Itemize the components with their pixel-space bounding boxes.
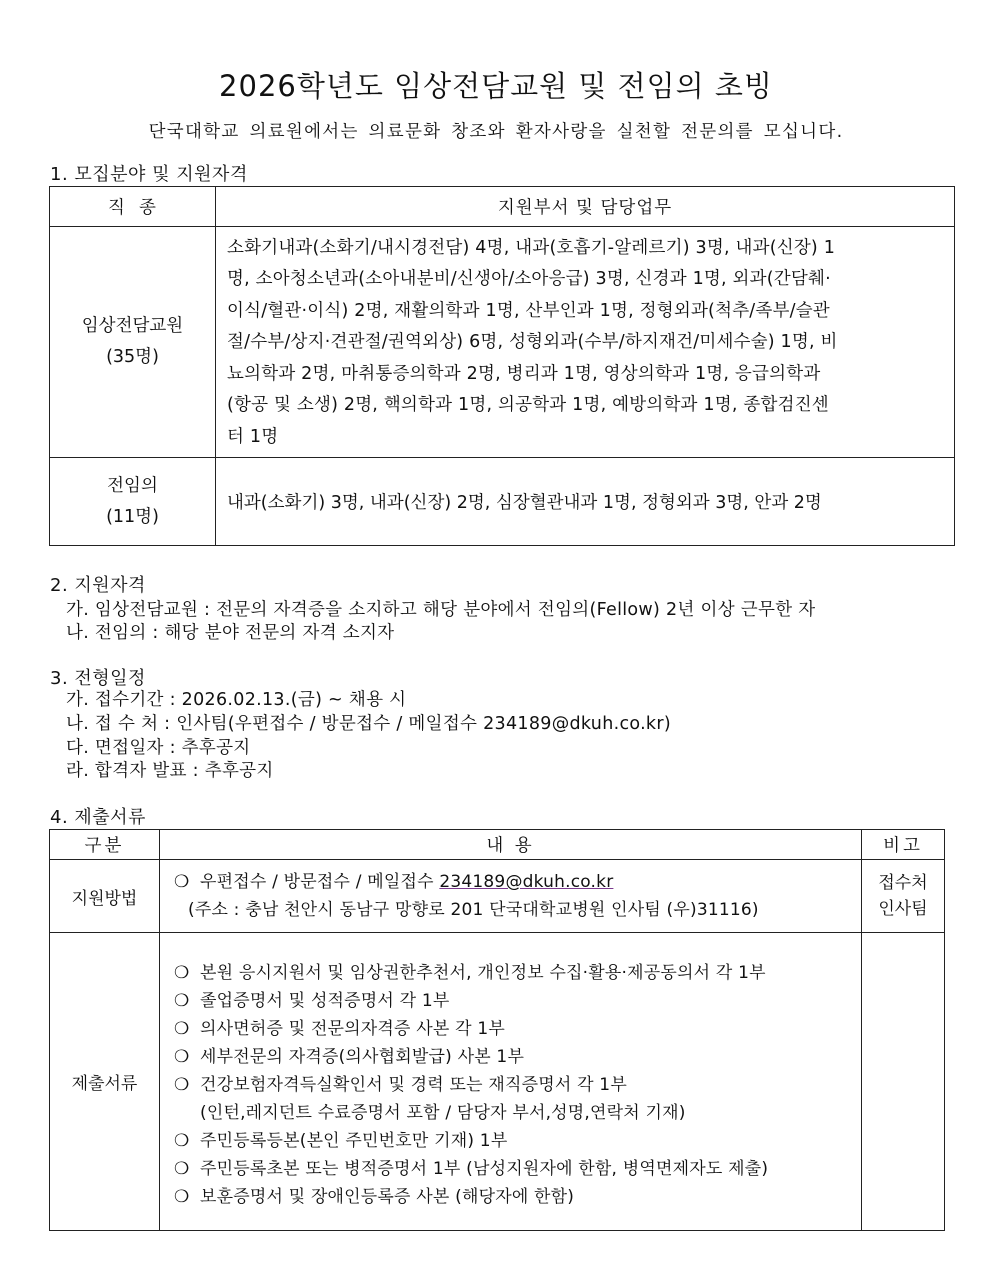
bullet-icon: ❍ [174,1046,190,1067]
document-item [174,1183,851,1211]
dept-cell-fellow [216,458,955,546]
method-channels: 우편접수 / 방문접수 / 메일접수 [200,872,440,892]
method-label: 지원방법 [50,860,160,933]
schedule-item: 다. 면접일자 : 추후공지 [66,738,251,758]
document-text: 졸업증명서 및 성적증명서 각 1부 [200,990,450,1011]
dept-line: 명, 소아청소년과(소아내분비/신생아/소아응급) 3명, 신경과 1명, 외과(간담췌· [227,269,831,290]
documents-label: 제출서류 [50,933,160,1231]
bullet-icon: ❍ [174,872,190,892]
bullet-icon: ❍ [174,1074,190,1095]
note-line: 접수처 [878,873,928,893]
page-title: 2026학년도 임상전담교원 및 전임의 초빙 [219,69,773,103]
table-row [50,458,955,546]
method-line [174,868,851,896]
bullet-icon: ❍ [174,1158,190,1179]
col-header-category: 구분 [50,830,160,860]
col-header-dept: 지원부서 및 담당업무 [216,187,955,227]
qualification-item: 나. 전임의 : 해당 분야 전문의 자격 소지자 [66,623,395,643]
document-text: 주민등록초본 또는 병적증명서 1부 (남성지원자에 한함, 병역면제자도 제출) [200,1158,769,1179]
document-text: 의사면허증 및 전문의자격증 사본 각 1부 [200,1018,505,1039]
documents-note [862,933,945,1231]
table-row [50,227,955,458]
dept-line: 터 1명 [227,426,279,447]
document-item [174,1099,851,1127]
table-header-row [50,187,955,227]
section4-heading: 4. 제출서류 [50,807,146,828]
email-link[interactable]: 234189@dkuh.co.kr [439,872,614,892]
table-header-row [50,830,945,860]
job-count: (35명) [106,347,159,367]
document-text: 건강보험자격득실확인서 및 경력 또는 재직증명서 각 1부 [200,1074,627,1095]
bullet-icon: ❍ [174,962,190,983]
bullet-icon: ❍ [174,990,190,1011]
col-header-content: 내 용 [160,830,862,860]
recruitment-fields-table [49,186,955,546]
document-text: 세부전문의 자격증(의사협회발급) 사본 1부 [200,1046,525,1067]
document-item [174,959,851,987]
qualification-item: 가. 임상전담교원 : 전문의 자격증을 소지하고 해당 분야에서 전임의(Fellow) 2년 이상 근무한 자 [66,600,816,620]
page-subtitle: 단국대학교 의료원에서는 의료문화 창조와 환자사랑을 실천할 전문의를 모십니다. [148,122,844,142]
method-note [862,860,945,933]
col-header-remarks: 비고 [862,830,945,860]
documents-content [160,933,862,1231]
schedule-item: 가. 접수기간 : 2026.02.13.(금) ~ 채용 시 [66,690,407,710]
col-header-job: 직 종 [50,187,216,227]
bullet-icon: ❍ [174,1018,190,1039]
bullet-icon: ❍ [174,1186,190,1207]
document-item [174,1127,851,1155]
address-line: (주소 : 충남 천안시 동남구 망향로 201 단국대학교병원 인사팀 (우)31116) [188,900,759,920]
bullet-icon: ❍ [174,1130,190,1151]
schedule-item: 나. 접 수 처 : 인사팀(우편접수 / 방문접수 / 메일접수 234189@dkuh.co.kr) [66,714,671,734]
dept-cell-clinical [216,227,955,458]
section2-heading: 2. 지원자격 [50,575,146,596]
document-text: 주민등록등본(본인 주민번호만 기재) 1부 [200,1130,508,1151]
note-line: 인사팀 [878,899,928,919]
document-text: (인턴,레지던트 수료증명서 포함 / 담당자 부서,성명,연락처 기재) [200,1102,686,1123]
job-count: (11명) [106,506,159,527]
job-cell-fellow [50,458,216,546]
document-item [174,1043,851,1071]
document-item [174,1071,851,1099]
document-item [174,1155,851,1183]
dept-line: 소화기내과(소화기/내시경전담) 4명, 내과(호흡기-알레르기) 3명, 내과(신장) 1 [227,238,836,259]
job-title: 임상전담교원 [81,316,184,336]
document-text: 본원 응시지원서 및 임상권한추천서, 개인정보 수집·활용·제공동의서 각 1부 [200,962,766,983]
document-item [174,1015,851,1043]
section3-heading: 3. 전형일정 [50,668,146,689]
job-title: 전임의 [107,475,158,496]
documents-table [49,829,945,1231]
section1-heading: 1. 모집분야 및 지원자격 [50,164,248,185]
dept-line: 내과(소화기) 3명, 내과(신장) 2명, 심장혈관내과 1명, 정형외과 3명, 안과 2명 [227,493,822,513]
dept-line: (항공 및 소생) 2명, 핵의학과 1명, 의공학과 1명, 예방의학과 1명, 종합검진센 [227,395,829,416]
table-row [50,933,945,1231]
job-cell-clinical [50,227,216,458]
table-row [50,860,945,933]
dept-line: 이식/혈관·이식) 2명, 재활의학과 1명, 산부인과 1명, 정형외과(척추/족부/슬관 [227,300,830,321]
document-item [174,987,851,1015]
schedule-item: 라. 합격자 발표 : 추후공지 [66,761,274,781]
dept-line: 뇨의학과 2명, 마취통증의학과 2명, 병리과 1명, 영상의학과 1명, 응급의학과 [227,363,821,384]
dept-line: 절/수부/상지·견관절/권역외상) 6명, 성형외과(수부/하지재건/미세수술) 1명, 비 [227,332,838,353]
document-text: 보훈증명서 및 장애인등록증 사본 (해당자에 한함) [200,1186,575,1207]
method-content [160,860,862,933]
